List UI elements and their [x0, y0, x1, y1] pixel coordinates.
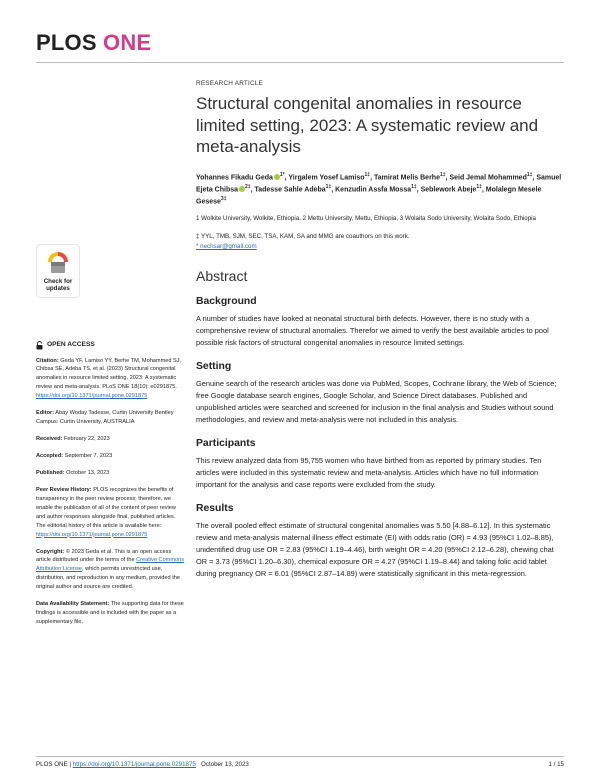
- header-rule: [36, 62, 564, 63]
- logo-one: ONE: [103, 30, 152, 55]
- section-heading: Setting: [196, 360, 232, 372]
- author-affiliation-marker: 3‡: [220, 196, 227, 203]
- section-heading: Background: [196, 296, 257, 308]
- author-affiliation-marker: 1*: [279, 171, 285, 178]
- open-lock-icon: [36, 341, 43, 350]
- received: Received: February 22, 2023: [36, 436, 110, 443]
- plos-one-logo: [36, 30, 151, 56]
- contribution-note: ‡ YYL, TMB, SJM, SEC, TSA, KAM, SA and MMG are coauthors on this work. * nechsar@gmail.com: [196, 233, 410, 251]
- copyright: Copyright: © 2023 Geda et al. This is an open access article distributed under the terms of the Creative Commons Attribution License, which permits unrestricted use, distribution, and reproduction in any medium, provided the original author and source are credited.: [36, 548, 185, 591]
- peer-review-link[interactable]: https://doi.org/10.1371/journal.pone.0291875: [36, 531, 148, 538]
- data-availability: Data Availability Statement: The supporting data for these findings is accessible and is included with the paper as a supplementary file.: [36, 601, 184, 626]
- author-name: Samuel Ejeta Chibsa: [196, 174, 562, 194]
- author-name: Molalegn Mesele Gesese: [196, 186, 542, 206]
- section-text: A number of studies have looked at neonatal structural birth defects. However, there is no study with a comprehensive review of structural anomalies. Therefor we aimed to verify the best available articles to pool possible risk factors of structural congenital anomalies in resource limited settings.: [196, 314, 549, 347]
- published: Published: October 13, 2023: [36, 469, 110, 476]
- author-affiliation-marker: 1‡: [364, 171, 371, 178]
- author-name: Seid Jemal Mohammed: [449, 174, 527, 182]
- citation: Citation: Geda YF, Lamiso YY, Berhe TM, Mohammed SJ, Chibsa SE, Adeba TS, et al. (2023) Structural congenital anomalies in resource limited setting, 2023: A systematic review and meta-analysis. PLoS ONE 18(10): e0291875. https://doi.org/10.1371/journal.pone.0291875: [36, 357, 182, 400]
- footer-citation: PLOS ONE | https://doi.org/10.1371/journal.pone.0291875 October 13, 2023: [36, 761, 249, 768]
- accepted: Accepted: September 7, 2023: [36, 453, 113, 460]
- author-list: Yohannes Fikadu Geda $^{1*}$, Yirgalem Yosef Lamiso$^{1\ddagger}$, Tamirat Melis Berhe$^{1\ddagger}$, Seid Jemal Mohammed$^{1\ddagger}$, Samuel Ejeta Chibsa $^{2\ddagger}$, Tadesse Sahle Adeba$^{1\ddagger}$, Kenzudin Assfa Mossa$^{1\ddagger}$, Seblework Abeje$^{1\ddagger}$, Molalegn Mesele Gesese$^{3\ddagger}$: [196, 171, 562, 206]
- citation-doi-link[interactable]: https://doi.org/10.1371/journal.pone.0291875: [36, 393, 148, 400]
- check-updates-text: Check for updates: [43, 278, 73, 293]
- section-text: The overall pooled effect estimate of structural congenital anomalies was 5.50 [4.88–6.12]. In this systematic review and meta-analysis maternal illness effect estimate (EI) with odds ratio (OR) = 4.93 (95%CI 1.02–8.85), unidentified drug use OR = 2.83 (95%CI 1.19–4.46), birth weight OR = 4.20 (95%CI 2.12–6.28), chewing chat OR = 3.73 (95%CI 1.20–6.30), chemical exposure OR = 4.27 (95%CI 1.19–8.44) and taking folic acid tablet during pregnancy OR = 6.01 (95%CI 2.87–14.89) were statistically significant in this meta-regression.: [196, 520, 554, 578]
- logo-plos: PLOS: [36, 30, 97, 55]
- author-affiliation-marker: 1‡: [476, 183, 482, 190]
- check-for-updates-badge[interactable]: [36, 244, 80, 298]
- section-heading: Participants: [196, 437, 256, 449]
- peer-review-history: Peer Review History: PLOS recognizes the benefits of transparency in the peer review process; therefore, we enable the publication of all of the content of peer review and author responses alongside final, published articles. The editorial history of this article is available here: https://doi.org/10.1371/journal.pone.0291875: [36, 486, 176, 538]
- article-info-sidebar: [36, 340, 186, 635]
- page-number: 1 / 15: [548, 761, 564, 768]
- author-name: Seblework Abeje: [420, 186, 477, 194]
- author-name: Tamirat Melis Berhe: [373, 174, 440, 182]
- author-name: Yirgalem Yosef Lamiso: [288, 174, 365, 182]
- check-updates-icon: [46, 250, 70, 276]
- author-name: Tadesse Sahle Adeba: [254, 186, 326, 194]
- author-name: Yohannes Fikadu Geda: [196, 174, 273, 182]
- affiliations: 1 Wolkite University, Wolkite, Ethiopia, 2 Mettu University, Mettu, Ethiopia, 3 Wolaita Sodo University, Wolaita Sodo, Ethiopia: [196, 215, 537, 223]
- article-type: RESEARCH ARTICLE: [196, 80, 264, 87]
- author-affiliation-marker: 1‡: [439, 171, 446, 178]
- corresponding-email[interactable]: * nechsar@gmail.com: [196, 243, 257, 251]
- article-title: Structural congenital anomalies in resource limited setting, 2023: A systematic review and meta-analysis: [196, 94, 539, 157]
- open-access-badge: OPEN ACCESS: [36, 340, 186, 351]
- section-text: This review analyzed data from 95,755 women who have birthed from as reported by primary studies. Ten articles were included in this systematic review and meta-analysis. Articles which have no full information important for the analysis and case reports were excluded from the study.: [196, 455, 542, 489]
- article-main: [196, 80, 564, 580]
- section-text: Genuine search of the research articles was done via PubMed, Scopes, Cochrane library, the Web of Science; free Google database search engines, Google Scholar, and Science Direct databases. Published and unpublished articles were searched and screened for inclusion in the final analysis and Studies without sound methodologies, and review and meta-analysis were not included in this analysis.: [196, 378, 557, 424]
- section-heading: Results: [196, 502, 234, 514]
- author-affiliation-marker: 2‡: [245, 183, 251, 190]
- author-affiliation-marker: 1‡: [411, 183, 417, 190]
- abstract-sections: [196, 296, 564, 580]
- abstract-heading: Abstract: [196, 268, 248, 285]
- author-affiliation-marker: 1‡: [526, 171, 533, 178]
- editor: Editor: Abay Woday Tadesse, Curtin University Bentley Campus: Curtin University, AUSTRALIA: [36, 410, 174, 426]
- author-affiliation-marker: 1‡: [325, 183, 332, 190]
- footer-doi-link[interactable]: https://doi.org/10.1371/journal.pone.0291875: [72, 761, 196, 768]
- cc-license-link[interactable]: Creative Commons Attribution License: [36, 557, 185, 573]
- footer-rule: [36, 756, 564, 757]
- author-name: Kenzudin Assfa Mossa: [335, 186, 412, 194]
